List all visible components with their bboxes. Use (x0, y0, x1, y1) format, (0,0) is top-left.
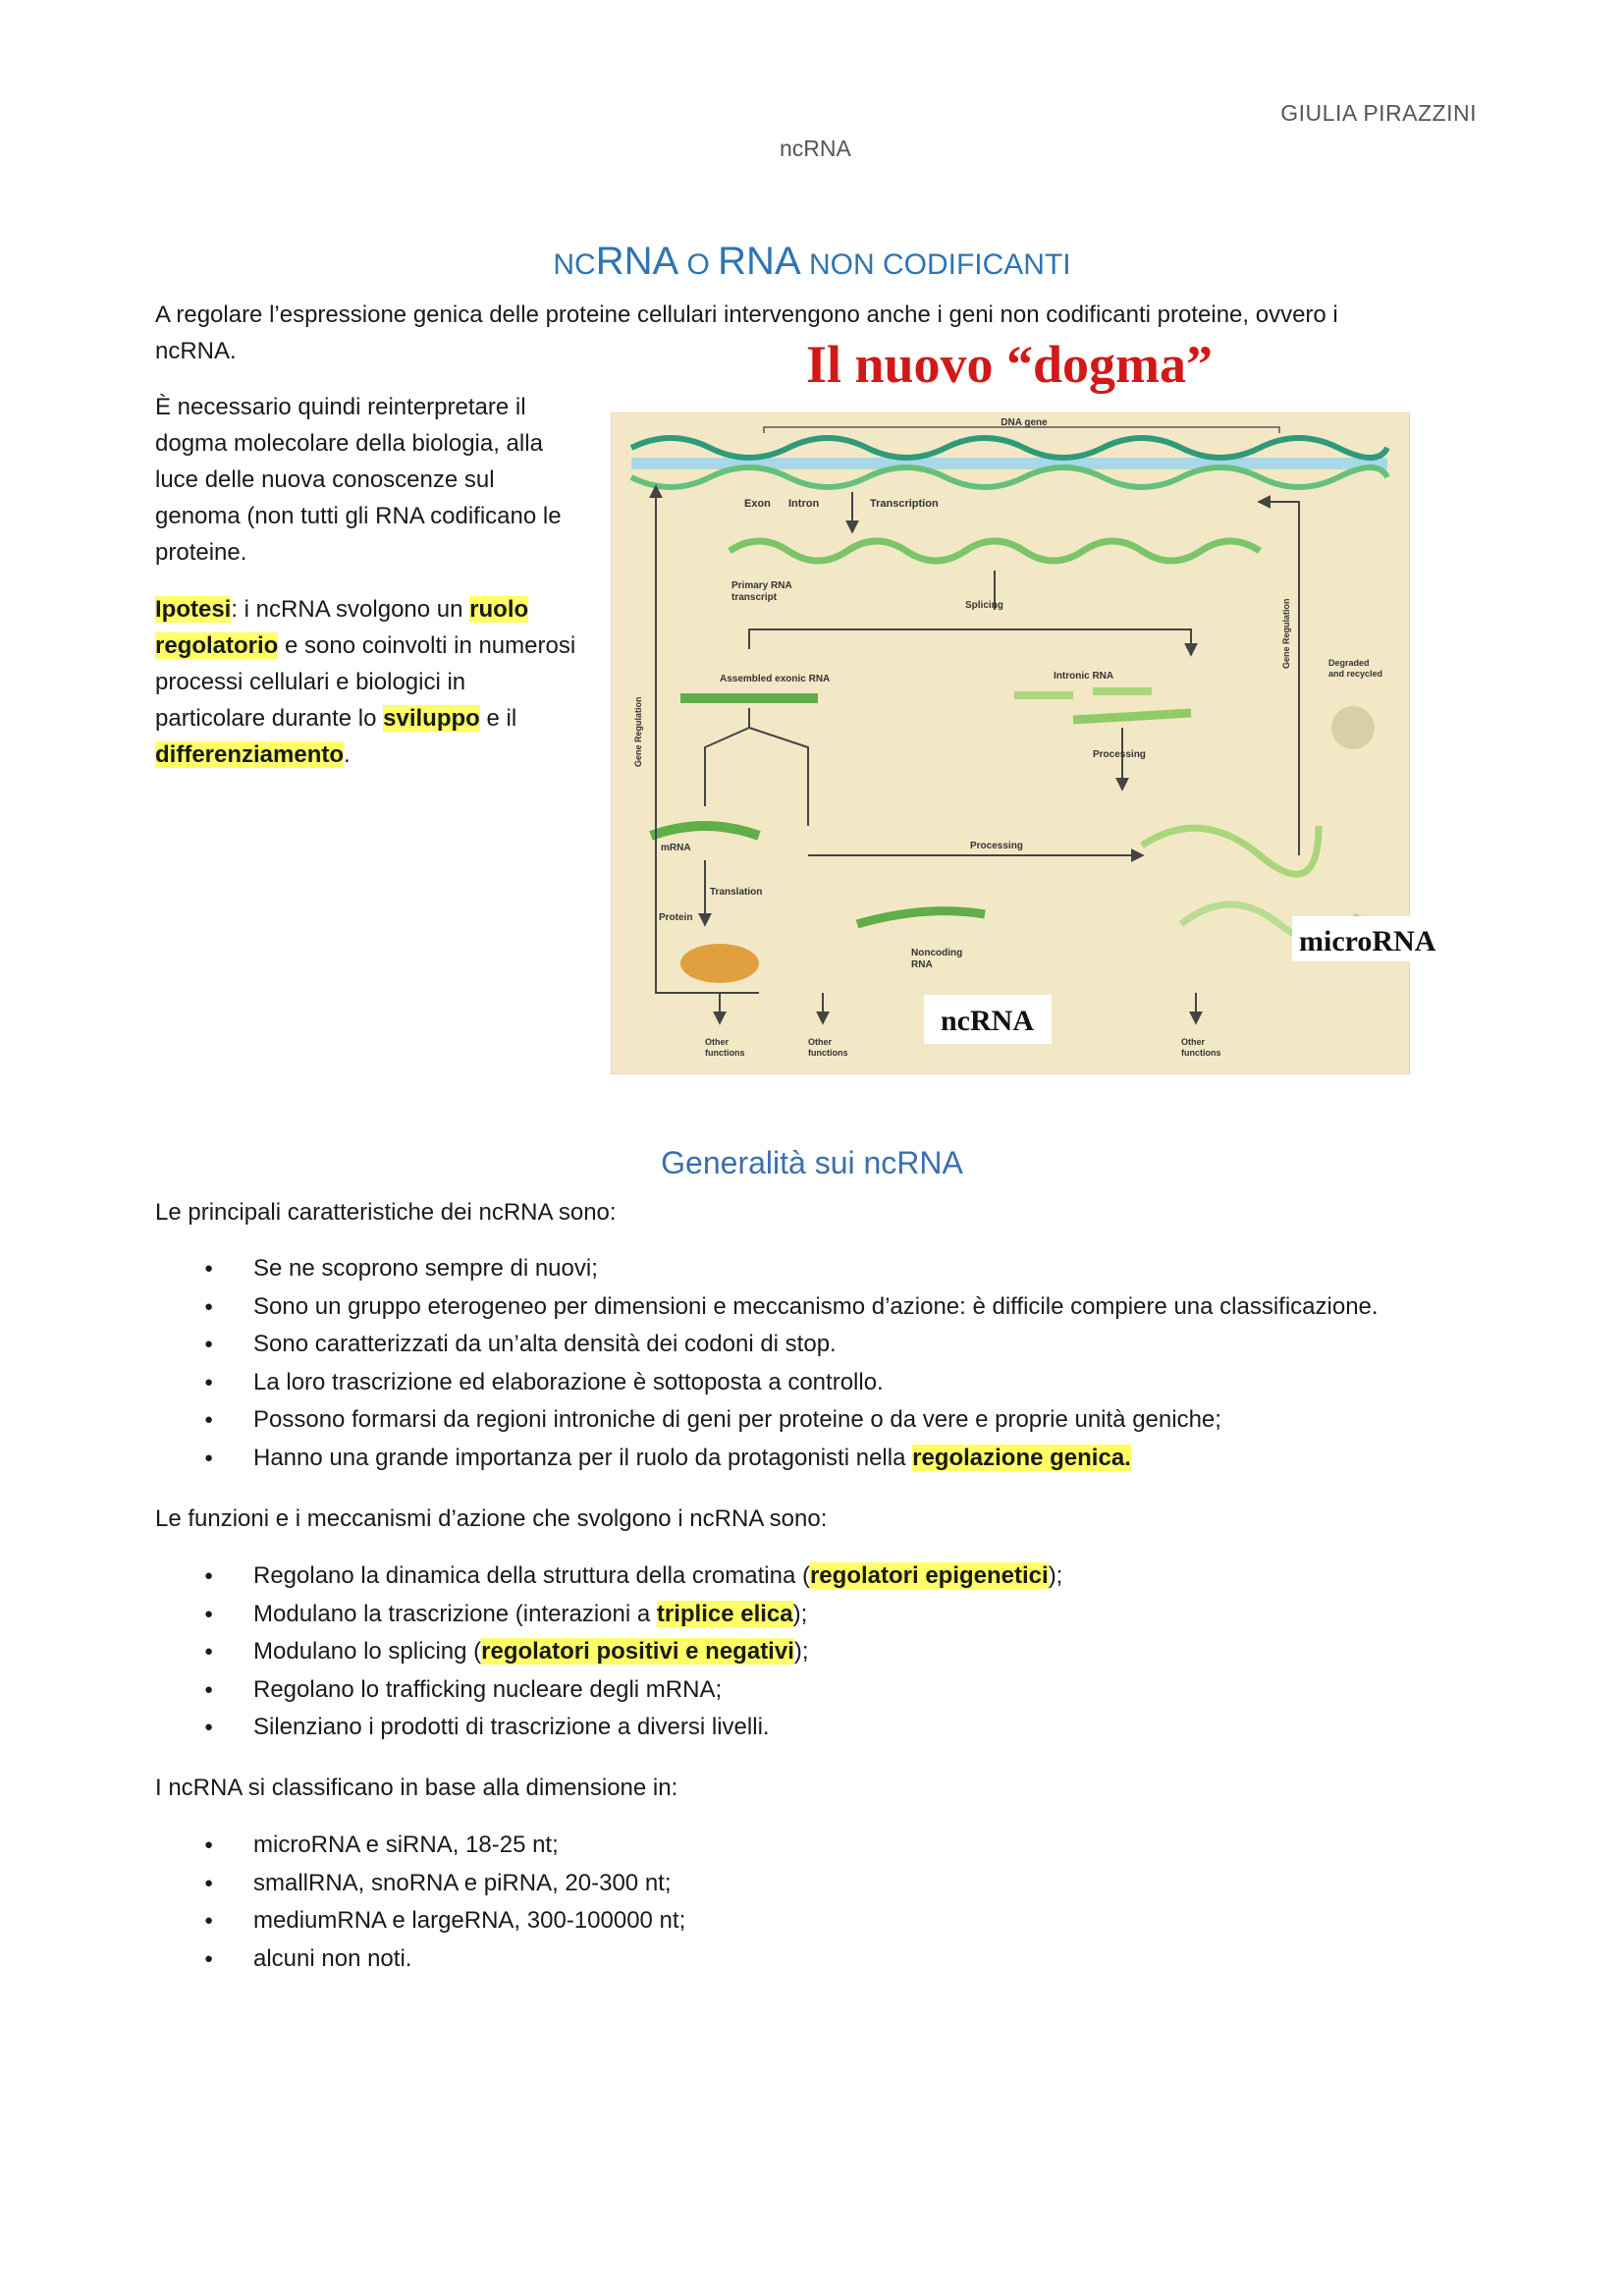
label-primary-1: Primary RNA (731, 580, 792, 591)
intronic-rna-2 (1073, 713, 1191, 720)
label-other-3: Other (1181, 1037, 1206, 1047)
differentiation: differenziamento (155, 741, 345, 768)
list-item: ● La loro trascrizione ed elaborazione è sottoposta a controllo. (204, 1364, 1379, 1402)
degraded-shape (1331, 706, 1375, 749)
list-item (204, 1596, 1062, 1634)
text-run: ); (793, 1638, 809, 1665)
list-item (204, 1633, 1062, 1671)
dogma-diagram (612, 413, 1436, 1073)
title-part: RNA (595, 240, 679, 283)
list-item: ● microRNA e siRNA, 18-25 nt; (204, 1827, 685, 1865)
primary-rna-strand (730, 541, 1260, 561)
list-item (204, 1440, 1379, 1478)
label-mrna: mRNA (661, 843, 691, 853)
title-part: NC (553, 248, 596, 281)
label-gene-reg-right: Gene Regulation (1281, 598, 1291, 669)
page-title (0, 240, 1624, 284)
label-intronic: Intronic RNA (1054, 671, 1114, 682)
list-item: ● alcuni non noti. (204, 1941, 685, 1979)
dna-helix-b (631, 467, 1387, 487)
callout-microrna: microRNA (1299, 925, 1436, 957)
list-item: ● Se ne scoprono sempre di nuovi; (204, 1250, 1379, 1288)
regulatory-role: ruolo regolatorio (155, 596, 529, 659)
text-run: Modulano lo splicing ( (253, 1638, 482, 1665)
title-part: RNA (718, 240, 801, 283)
list-item: ● Silenziano i prodotti di trascrizione a diversi livelli. (204, 1709, 1062, 1747)
gene-regulation: regolazione genica. (912, 1444, 1131, 1471)
triple-helix: triplice elica (656, 1600, 793, 1627)
label-functions-2: functions (808, 1048, 848, 1058)
label-noncoding-1: Noncoding (911, 948, 963, 958)
label-exon: Exon (744, 498, 771, 510)
callout-ncrna: ncRNA (941, 1005, 1034, 1037)
intro-paragraph: A regolare l’espressione genica delle proteine cellulari intervengono anche i geni non codificanti proteine, ovvero i ncRNA. (155, 301, 1338, 364)
classes-lead: I ncRNA si classificano in base alla dimensione in: (155, 1775, 678, 1801)
label-gene-reg-left: Gene Regulation (633, 696, 643, 767)
arrow-split (749, 629, 1191, 654)
label-other-2: Other (808, 1037, 833, 1047)
text-run: ); (792, 1600, 808, 1627)
list-item: ● smallRNA, snoRNA e piRNA, 20-300 nt; (204, 1865, 685, 1903)
label-protein: Protein (659, 912, 693, 923)
label-other-1: Other (705, 1037, 730, 1047)
text-run: e sono coinvolti in numerosi processi cellulari e biologici in particolare durante lo (155, 632, 576, 732)
label-primary-2: transcript (731, 592, 778, 603)
functions-list (204, 1558, 1062, 1747)
splicing-regulators: regolatori positivi e negativi (481, 1638, 794, 1665)
label-functions-1: functions (705, 1048, 745, 1058)
header-doc-title: ncRNA (780, 136, 851, 161)
noncoding-strand (857, 911, 985, 924)
dogma-paragraph: È necessario quindi reinterpretare il dogma molecolare della biologia, alla luce delle nuova conoscenze sul genoma (non tutti gli RNA codificano le proteine. (155, 394, 562, 566)
epigenetic-regulators: regolatori epigenetici (809, 1562, 1049, 1589)
label-processing-right: Processing (1093, 749, 1146, 760)
arrow-assembled (705, 708, 808, 826)
features-list (204, 1250, 1379, 1477)
dna-helix-a (631, 438, 1387, 458)
label-degraded-2: and recycled (1328, 669, 1383, 679)
text-run: Regolano la dinamica della struttura della cromatina ( (253, 1562, 810, 1589)
functions-lead: Le funzioni e i meccanismi d’azione che svolgono i ncRNA sono: (155, 1505, 828, 1532)
list-item: ● Sono caratterizzati da un’alta densità dei codoni di stop. (204, 1326, 1379, 1364)
dogma-figure (611, 412, 1436, 1074)
label-assembled: Assembled exonic RNA (720, 674, 831, 684)
list-item: ● mediumRNA e largeRNA, 300-100000 nt; (204, 1902, 685, 1941)
label-splicing: Splicing (965, 600, 1003, 611)
label-transcription: Transcription (870, 498, 939, 510)
protein-shape (680, 944, 759, 983)
label-degraded-1: Degraded (1328, 658, 1370, 668)
text-run: ); (1048, 1562, 1063, 1589)
figure-title: Il nuovo “dogma” (805, 335, 1214, 394)
hypothesis-paragraph (155, 591, 577, 773)
list-item: ● Possono formarsi da regioni introniche di geni per proteine o da vere e proprie unità geniche; (204, 1401, 1379, 1440)
text-run: : i ncRNA svolgono un (231, 596, 470, 623)
label-noncoding-2: RNA (911, 959, 933, 970)
title-part: NON CODIFICANTI (800, 248, 1071, 281)
list-item: ● Sono un gruppo eterogeneo per dimensioni e meccanismo d’azione: è difficile compiere una classificazione. (204, 1288, 1379, 1327)
intronic-rna (1014, 691, 1152, 695)
hypothesis-label: Ipotesi (155, 596, 232, 623)
features-lead: Le principali caratteristiche dei ncRNA sono: (155, 1199, 617, 1226)
classes-list (204, 1827, 685, 1978)
arrow-gene-regulation-right (1260, 502, 1299, 855)
label-translation: Translation (710, 887, 763, 898)
label-dna-gene: DNA gene (1001, 417, 1048, 428)
label-processing-mid: Processing (970, 841, 1023, 851)
development: sviluppo (383, 705, 480, 732)
section-title: Generalità sui ncRNA (661, 1145, 963, 1180)
mrna-strand (651, 826, 759, 836)
list-item: ● Regolano lo trafficking nucleare degli mRNA; (204, 1671, 1062, 1710)
title-part: O (678, 248, 719, 281)
text-run: Hanno una grande importanza per il ruolo da protagonisti nella (253, 1444, 913, 1471)
label-functions-3: functions (1181, 1048, 1221, 1058)
text-run: . (344, 741, 351, 768)
label-intron: Intron (788, 498, 820, 510)
text-run: Modulano la trascrizione (interazioni a (253, 1600, 657, 1627)
microrna-strand (1142, 826, 1319, 874)
text-run: e il (479, 705, 517, 732)
header-author: GIULIA PIRAZZINI (1280, 100, 1477, 126)
list-item (204, 1558, 1062, 1596)
